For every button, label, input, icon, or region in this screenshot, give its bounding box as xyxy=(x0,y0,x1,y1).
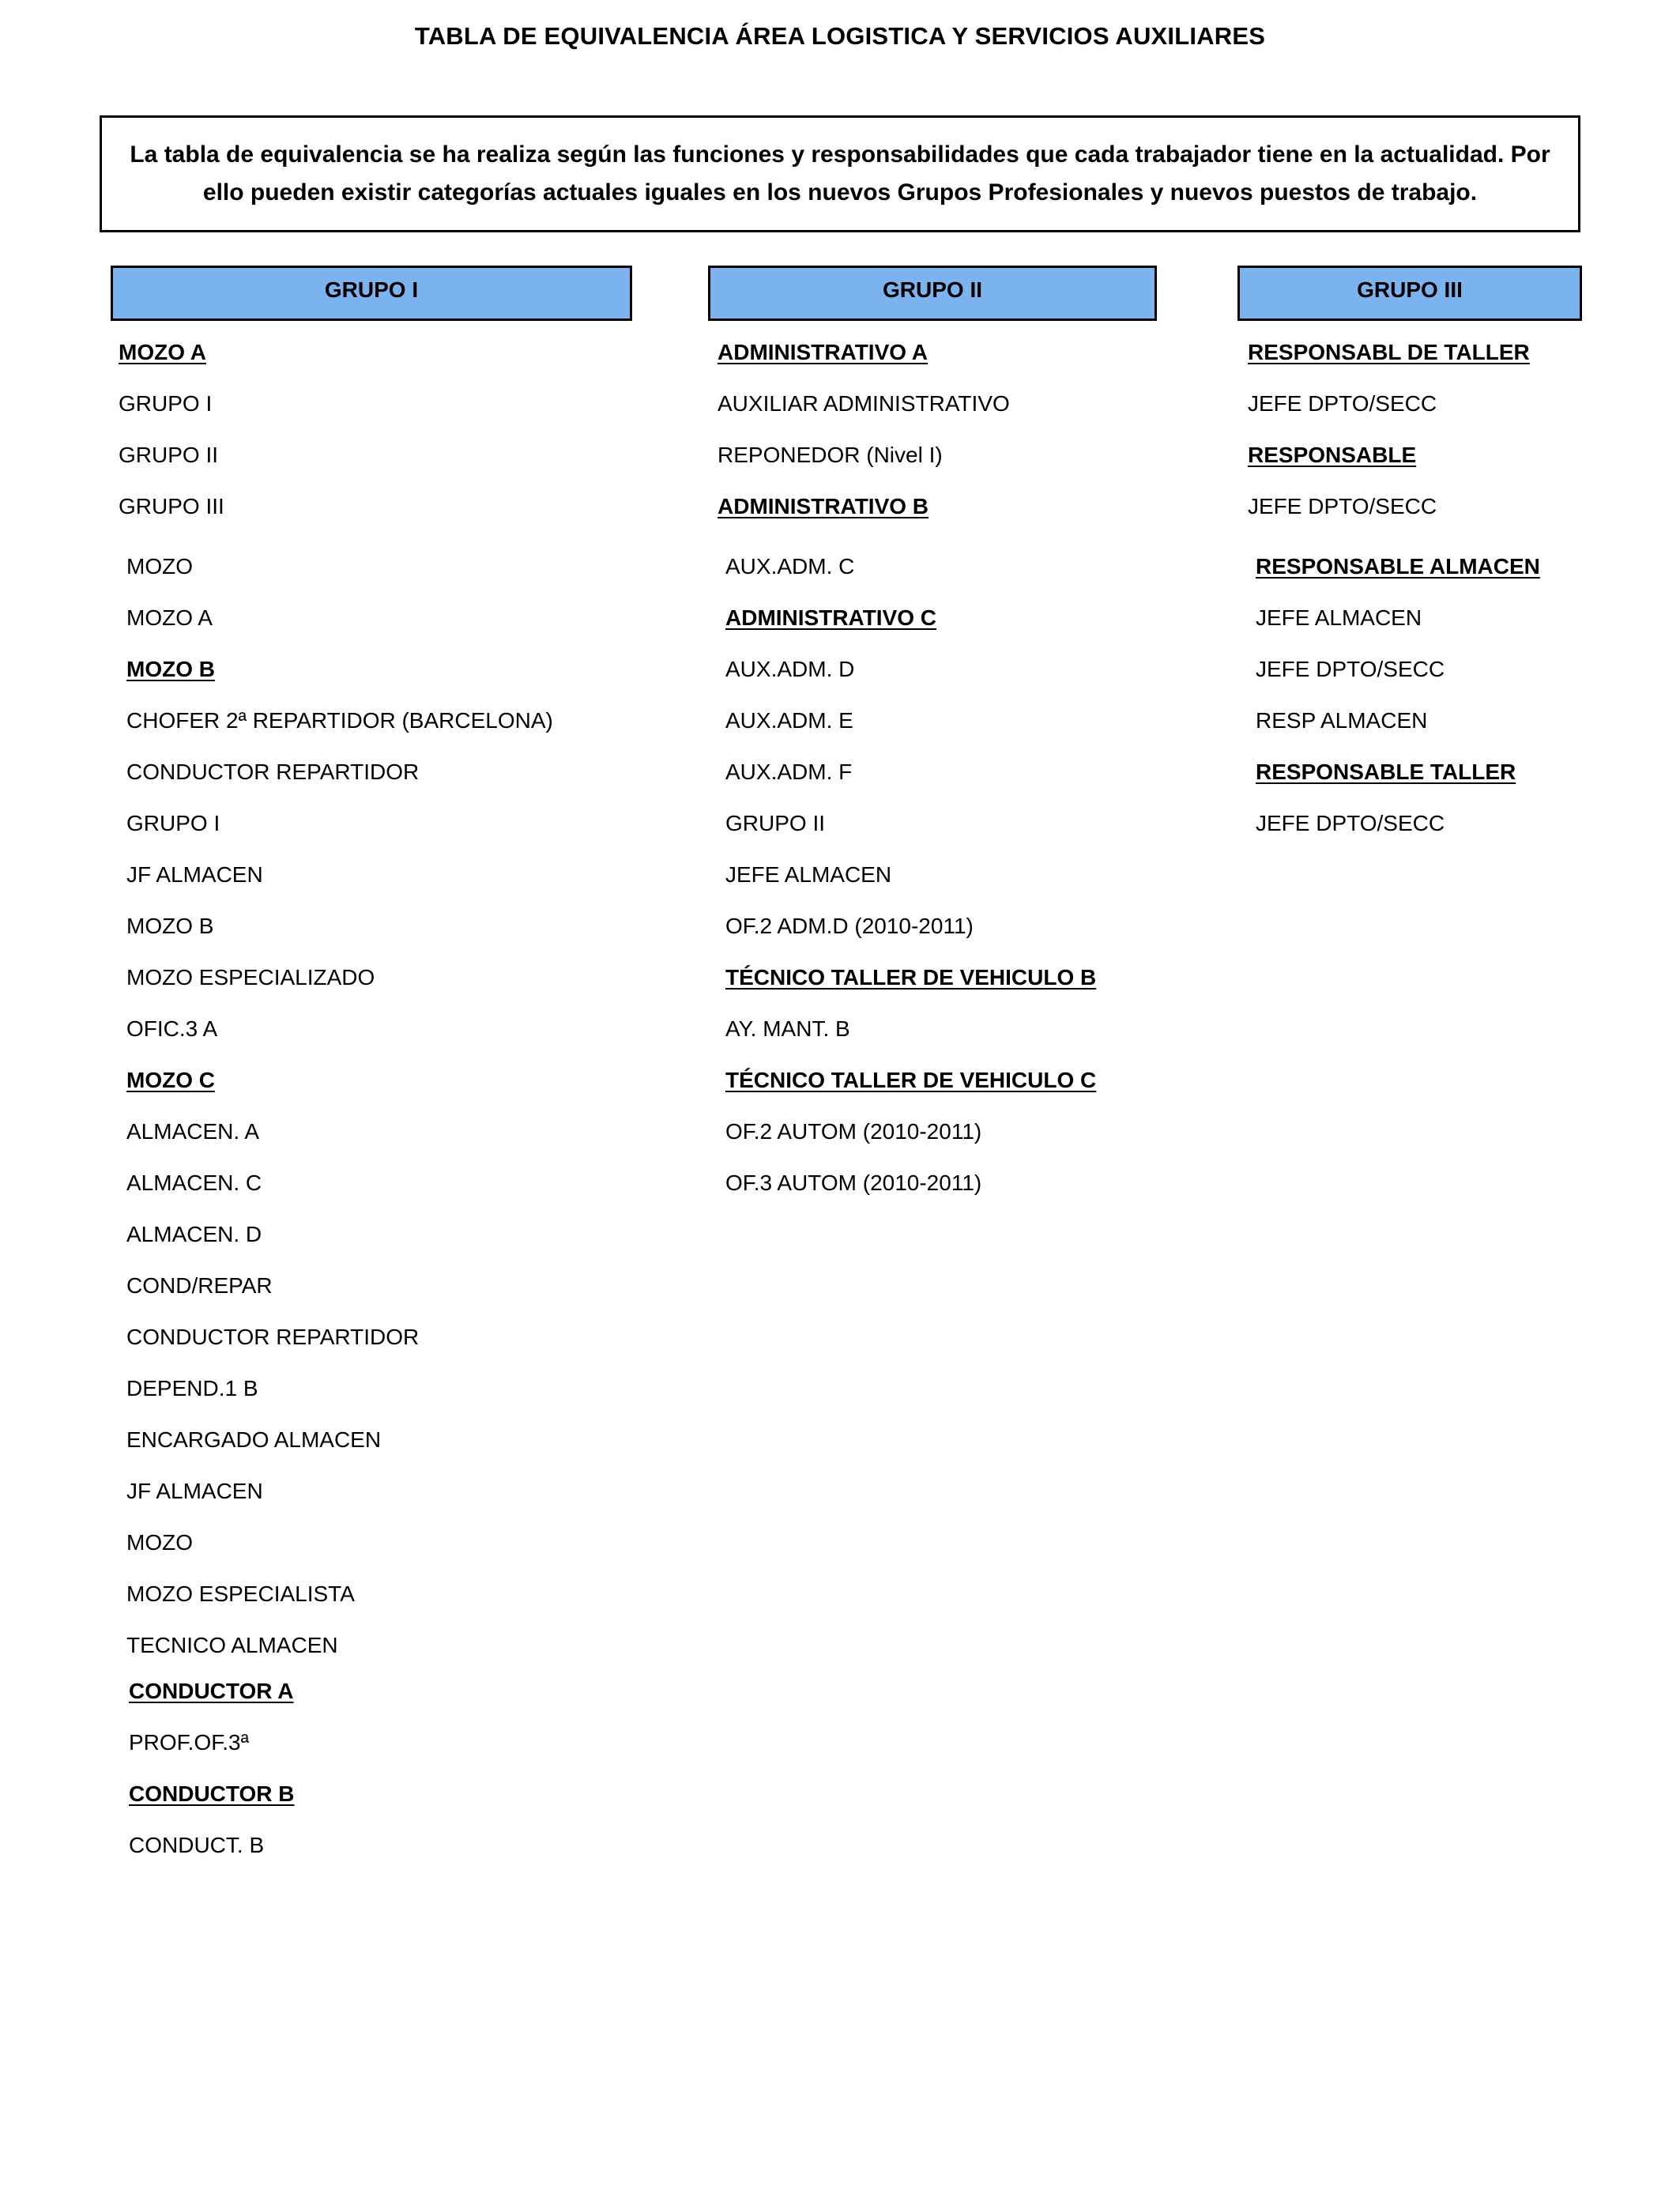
category-item: AUX.ADM. D xyxy=(725,657,855,681)
category-heading: RESPONSABLE TALLER xyxy=(1256,760,1516,784)
category-item: GRUPO I xyxy=(119,391,213,416)
category-heading: TÉCNICO TALLER DE VEHICULO C xyxy=(725,1068,1097,1092)
category-item: CONDUCTOR REPARTIDOR xyxy=(126,760,420,784)
category-item: GRUPO II xyxy=(725,811,826,835)
category-item: OFIC.3 A xyxy=(126,1016,218,1041)
category-item: JEFE DPTO/SECC xyxy=(1256,657,1445,681)
category-item: CHOFER 2ª REPARTIDOR (BARCELONA) xyxy=(126,708,553,733)
category-item: JEFE ALMACEN xyxy=(725,862,892,887)
category-heading: TÉCNICO TALLER DE VEHICULO B xyxy=(725,965,1097,990)
group-2-header: GRUPO II xyxy=(708,266,1157,321)
category-item: MOZO ESPECIALISTA xyxy=(126,1581,355,1606)
group-3-header: GRUPO III xyxy=(1237,266,1582,321)
category-item: JF ALMACEN xyxy=(126,862,263,887)
category-item: PROF.OF.3ª xyxy=(129,1730,249,1755)
category-item: ENCARGADO ALMACEN xyxy=(126,1427,382,1452)
category-item: ALMACEN. C xyxy=(126,1171,262,1195)
category-item: AUXILIAR ADMINISTRATIVO xyxy=(718,391,1010,416)
category-item: AUX.ADM. C xyxy=(725,554,855,579)
category-item: CONDUCTOR REPARTIDOR xyxy=(126,1325,420,1349)
category-item: MOZO xyxy=(126,554,193,579)
category-item: OF.2 ADM.D (2010-2011) xyxy=(725,914,974,938)
category-item: DEPEND.1 B xyxy=(126,1376,258,1400)
category-heading: ADMINISTRATIVO A xyxy=(718,340,928,364)
category-item: JEFE DPTO/SECC xyxy=(1256,811,1445,835)
category-heading: MOZO A xyxy=(119,340,206,364)
category-item: CONDUCT. B xyxy=(129,1833,265,1857)
category-item: ALMACEN. A xyxy=(126,1119,260,1144)
group-1-header: GRUPO I xyxy=(111,266,632,321)
category-heading: MOZO C xyxy=(126,1068,215,1092)
category-heading: CONDUCTOR A xyxy=(129,1679,294,1703)
category-heading: RESPONSABLE xyxy=(1248,443,1417,467)
category-item: AUX.ADM. E xyxy=(725,708,853,733)
category-heading: RESPONSABLE ALMACEN xyxy=(1256,554,1540,579)
category-item: JEFE ALMACEN xyxy=(1256,605,1422,630)
category-item: MOZO B xyxy=(126,914,214,938)
category-item: MOZO A xyxy=(126,605,213,630)
note-line-2: ello pueden existir categorías actuales iguales en los nuevos Grupos Profesionales y nuevos puestos de trabajo. xyxy=(202,179,1478,205)
category-heading: ADMINISTRATIVO C xyxy=(725,605,937,630)
category-item: JEFE DPTO/SECC xyxy=(1248,494,1437,518)
category-item: GRUPO III xyxy=(119,494,224,518)
document-title: TABLA DE EQUIVALENCIA ÁREA LOGISTICA Y SERVICIOS AUXILIARES xyxy=(414,22,1266,50)
category-heading: ADMINISTRATIVO B xyxy=(718,494,929,518)
category-item: RESP ALMACEN xyxy=(1256,708,1428,733)
category-item: MOZO xyxy=(126,1530,193,1555)
note-line-1: La tabla de equivalencia se ha realiza según las funciones y responsabilidades que cada trabajador tiene en la actualidad. Por xyxy=(130,141,1550,168)
category-item: JEFE DPTO/SECC xyxy=(1248,391,1437,416)
category-item: AUX.ADM. F xyxy=(725,760,853,784)
category-item: OF.3 AUTOM (2010-2011) xyxy=(725,1171,982,1195)
note-box xyxy=(100,115,1580,232)
category-item: JF ALMACEN xyxy=(126,1479,263,1503)
category-item: AY. MANT. B xyxy=(725,1016,850,1041)
note-text xyxy=(130,136,1550,212)
category-heading: MOZO B xyxy=(126,657,215,681)
category-item: TECNICO ALMACEN xyxy=(126,1633,338,1657)
category-heading: RESPONSABL DE TALLER xyxy=(1248,340,1530,364)
category-item: COND/REPAR xyxy=(126,1273,273,1298)
category-heading: CONDUCTOR B xyxy=(129,1781,295,1806)
category-item: OF.2 AUTOM (2010-2011) xyxy=(725,1119,982,1144)
category-item: ALMACEN. D xyxy=(126,1222,262,1246)
category-item: MOZO ESPECIALIZADO xyxy=(126,965,375,990)
category-item: GRUPO I xyxy=(126,811,220,835)
category-item: GRUPO II xyxy=(119,443,219,467)
category-item: REPONEDOR (Nivel I) xyxy=(718,443,943,467)
